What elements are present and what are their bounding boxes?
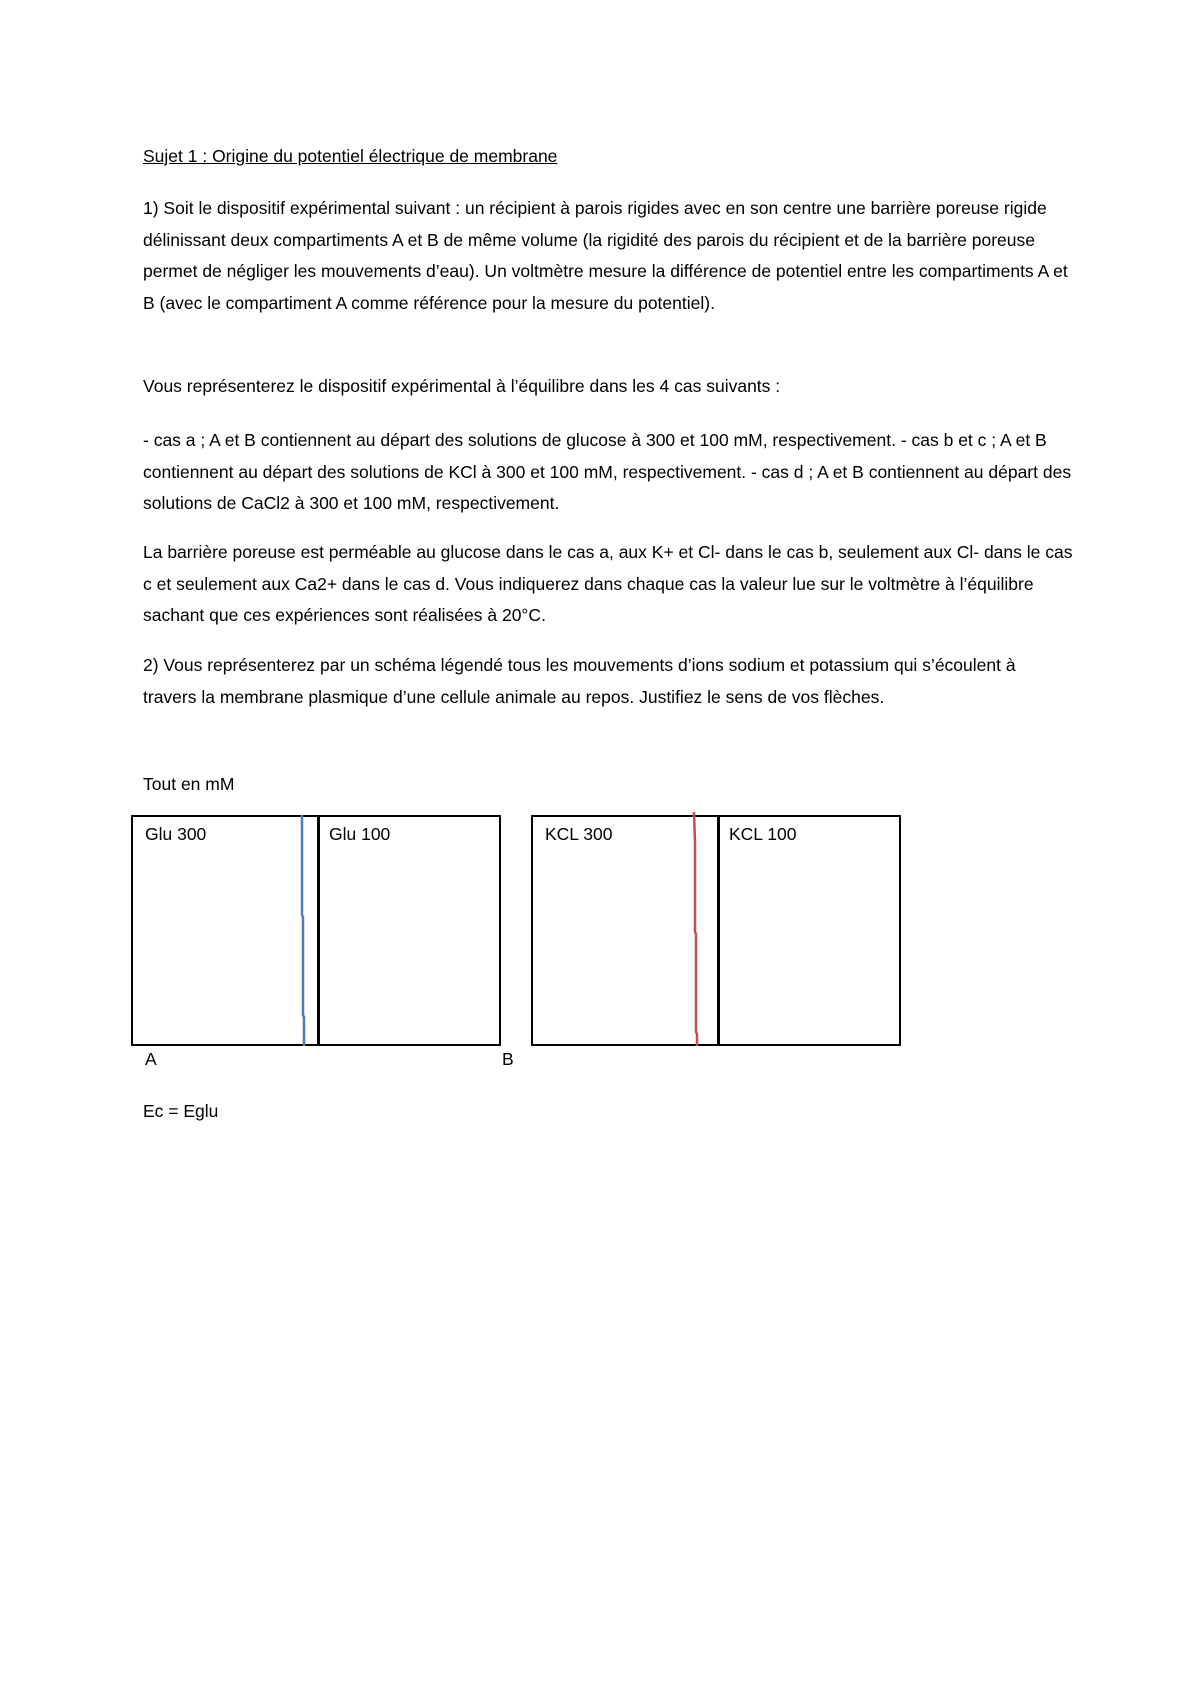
barrier-line [717, 815, 720, 1046]
paragraph-instructions [143, 371, 1073, 403]
label-a: A [145, 1049, 157, 1069]
paragraph-text: 1) Soit le dispositif expérimental suivant : un récipient à parois rigides avec en son centre une barrière poreuse rigide délinissant deux compartiments A et B de même volume (la rigidité des parois du récipient et de la barrière poreuse permet de négliger les mouvements d’eau). Un voltmètre mesure la différence de potentiel entre les compartiments A et B (avec le compartiment A comme référence pour la mesure du potentiel). [143, 198, 1068, 313]
membrane-line-red [689, 812, 703, 1046]
container-glucose [131, 815, 501, 1046]
label-b: B [502, 1049, 514, 1069]
barrier-line [317, 815, 320, 1046]
paragraph-text: Vous représenterez le dispositif expérimental à l’équilibre dans les 4 cas suivants : [143, 376, 781, 396]
compartment-b-label: KCL 100 [729, 824, 797, 844]
paragraph-text: - cas a ; A et B contiennent au départ des solutions de glucose à 300 et 100 mM, respectivement. - cas b et c ; A et B contiennent au départ des solutions de KCl à 300 et 100 mM, respectivement. - cas d ; A et B contiennent au départ des solutions de CaCl2 à 300 et 100 mM, respectivement. [143, 430, 1072, 513]
compartment-b-label: Glu 100 [329, 824, 391, 844]
paragraph-text: 2) Vous représenterez par un schéma légendé tous les mouvements d’ions sodium et potassium qui s’écoulent à travers la membrane plasmique d’une cellule animale au repos. Justifiez le sens de vos flèches. [143, 655, 1016, 707]
document-title: Sujet 1 : Origine du potentiel électrique de membrane [143, 146, 558, 166]
compartment-a-label: KCL 300 [545, 824, 613, 844]
paragraph-cases [143, 425, 1073, 520]
compartment-a-label: Glu 300 [145, 824, 207, 844]
membrane-line-blue [295, 815, 309, 1046]
units-note: Tout en mM [143, 774, 235, 794]
paragraph-question-1 [143, 193, 1073, 319]
container-kcl [531, 815, 901, 1046]
paragraph-question-2 [143, 650, 1073, 713]
paragraph-text: La barrière poreuse est perméable au glucose dans le cas a, aux K+ et Cl- dans le cas b, seulement aux Cl- dans le cas c et seulement aux Ca2+ dans le cas d. Vous indiquerez dans chaque cas la valeur lue sur le voltmètre à l’équilibre sachant que ces expériences sont réalisées à 20°C. [143, 542, 1073, 625]
equation: Ec = Eglu [143, 1101, 219, 1121]
paragraph-permeability [143, 537, 1073, 632]
